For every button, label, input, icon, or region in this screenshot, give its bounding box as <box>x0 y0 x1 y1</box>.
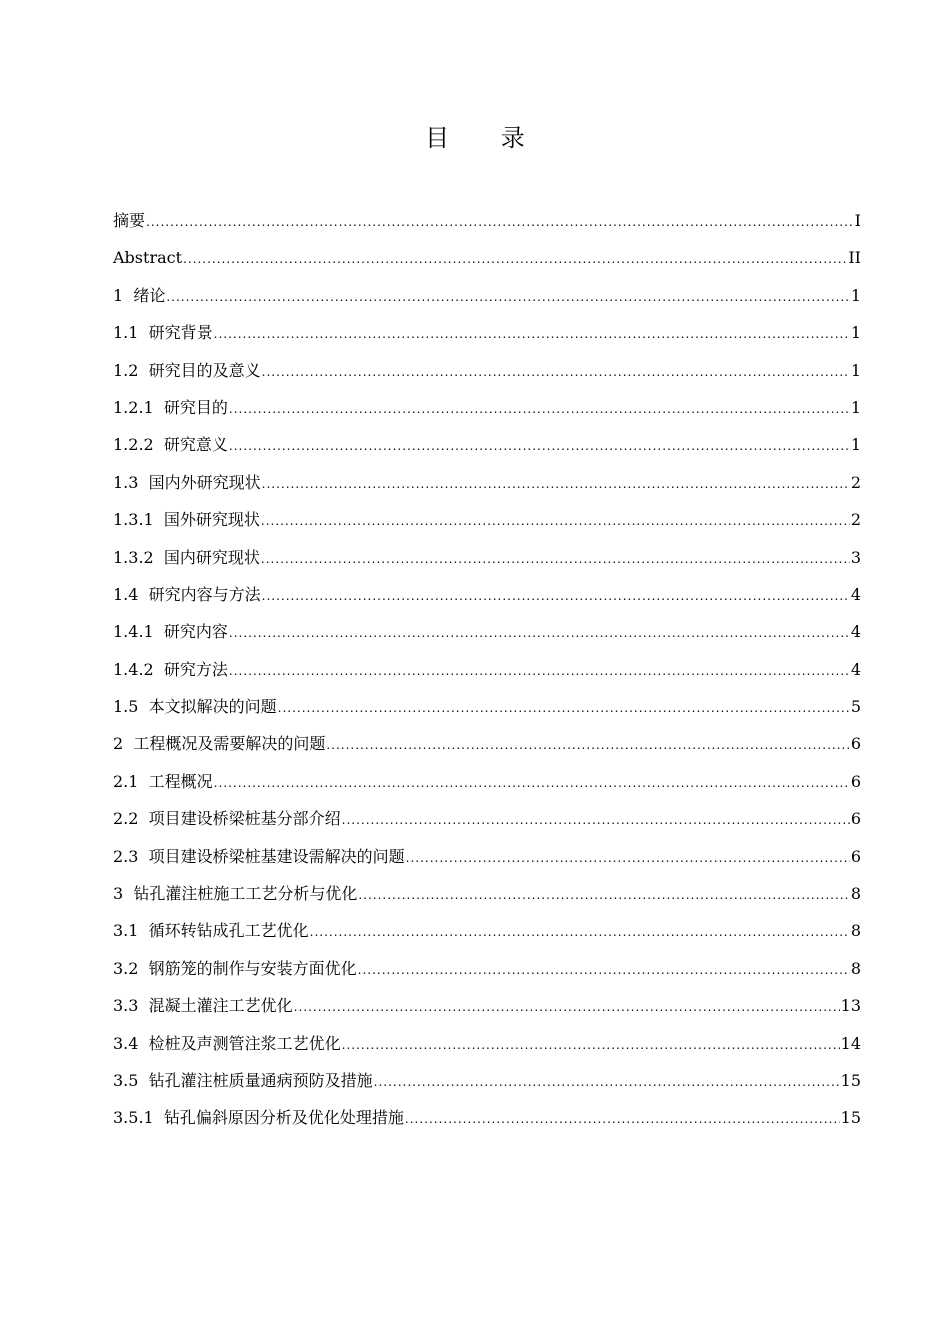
toc-entry-page-number: 4 <box>850 584 861 604</box>
toc-entry[interactable] <box>113 277 861 314</box>
toc-entry[interactable] <box>113 950 861 987</box>
toc-dot-leader <box>262 354 850 391</box>
toc-dot-leader <box>310 914 850 951</box>
toc-entry-label: 1.4.2 研究方法 <box>113 659 228 679</box>
toc-dot-leader <box>358 952 850 989</box>
toc-entry-page-number: 1 <box>850 285 861 305</box>
toc-entry-page-number: 2 <box>850 510 861 530</box>
toc-entry[interactable] <box>113 651 861 688</box>
toc-dot-leader <box>261 541 850 578</box>
toc-dot-leader <box>405 1101 840 1138</box>
toc-entry-label: 2.3 项目建设桥梁桩基建设需解决的问题 <box>113 846 405 866</box>
toc-dot-leader <box>406 840 850 877</box>
toc-dot-leader <box>146 204 854 241</box>
toc-dot-leader <box>262 578 850 615</box>
toc-entry-page-number: 1 <box>850 435 861 455</box>
toc-entry-page-number: 8 <box>850 884 861 904</box>
toc-entry[interactable] <box>113 987 861 1024</box>
toc-entry-label: 1.3.1 国外研究现状 <box>113 510 260 530</box>
toc-entry[interactable] <box>113 688 861 725</box>
toc-entry[interactable] <box>113 763 861 800</box>
toc-entry[interactable] <box>113 725 861 762</box>
toc-dot-leader <box>214 316 850 353</box>
toc-entry[interactable] <box>113 389 861 426</box>
table-of-contents <box>113 202 861 1137</box>
toc-entry-label: Abstract <box>113 248 183 268</box>
toc-entry-page-number: 6 <box>850 846 861 866</box>
toc-dot-leader <box>358 877 849 914</box>
toc-entry[interactable] <box>113 800 861 837</box>
toc-entry-label: 1.4 研究内容与方法 <box>113 584 261 604</box>
toc-entry-page-number: 5 <box>850 697 861 717</box>
toc-dot-leader <box>342 802 850 839</box>
toc-entry-page-number: 1 <box>850 323 861 343</box>
toc-entry-page-number: 4 <box>850 622 861 642</box>
toc-entry-page-number: 4 <box>850 659 861 679</box>
toc-entry-page-number: 15 <box>840 1070 861 1090</box>
toc-entry[interactable] <box>113 613 861 650</box>
toc-entry-label: 2.1 工程概况 <box>113 771 213 791</box>
toc-entry-page-number: 3 <box>850 547 861 567</box>
toc-dot-leader <box>183 241 847 278</box>
toc-entry-label: 1.3 国内外研究现状 <box>113 472 261 492</box>
toc-entry-label: 1.4.1 研究内容 <box>113 622 228 642</box>
toc-entry-page-number: 15 <box>840 1108 861 1128</box>
toc-entry-page-number: 6 <box>850 809 861 829</box>
toc-entry[interactable] <box>113 239 861 276</box>
toc-entry-page-number: II <box>848 248 861 268</box>
toc-entry-page-number: 14 <box>840 1033 861 1053</box>
toc-entry-page-number: 13 <box>840 996 861 1016</box>
toc-dot-leader <box>229 391 850 428</box>
toc-dot-leader <box>214 765 850 802</box>
toc-entry-label: 2 工程概况及需要解决的问题 <box>113 734 326 754</box>
toc-entry-label: 1.5 本文拟解决的问题 <box>113 697 277 717</box>
toc-entry-label: 1.2.2 研究意义 <box>113 435 228 455</box>
toc-entry-label: 1.2.1 研究目的 <box>113 397 228 417</box>
toc-entry[interactable] <box>113 314 861 351</box>
toc-entry[interactable] <box>113 912 861 949</box>
toc-entry[interactable] <box>113 501 861 538</box>
toc-dot-leader <box>229 653 850 690</box>
toc-entry[interactable] <box>113 539 861 576</box>
toc-entry[interactable] <box>113 875 861 912</box>
toc-entry[interactable] <box>113 202 861 239</box>
toc-dot-leader <box>262 466 850 503</box>
toc-dot-leader <box>374 1064 840 1101</box>
toc-entry[interactable] <box>113 1025 861 1062</box>
toc-dot-leader <box>278 690 850 727</box>
toc-entry-label: 摘要 <box>113 211 146 230</box>
toc-entry[interactable] <box>113 352 861 389</box>
toc-entry-page-number: 8 <box>850 921 861 941</box>
toc-dot-leader <box>261 503 850 540</box>
toc-title: 目 录 <box>425 124 547 152</box>
toc-entry[interactable] <box>113 426 861 463</box>
toc-entry-label: 3.4 检桩及声测管注浆工艺优化 <box>113 1033 341 1053</box>
toc-entry-page-number: 2 <box>850 472 861 492</box>
toc-entry-label: 1 绪论 <box>113 285 166 305</box>
toc-entry[interactable] <box>113 838 861 875</box>
toc-entry[interactable] <box>113 464 861 501</box>
toc-entry-label: 3.3 混凝土灌注工艺优化 <box>113 996 293 1016</box>
toc-dot-leader <box>294 989 840 1026</box>
toc-entry-label: 3.2 钢筋笼的制作与安装方面优化 <box>113 958 357 978</box>
toc-entry[interactable] <box>113 1099 861 1136</box>
toc-entry-label: 1.3.2 国内研究现状 <box>113 547 260 567</box>
toc-entry-label: 3 钻孔灌注桩施工工艺分析与优化 <box>113 884 358 904</box>
toc-entry-page-number: 6 <box>850 734 861 754</box>
toc-dot-leader <box>342 1027 840 1064</box>
toc-entry-page-number: 1 <box>850 397 861 417</box>
toc-entry-label: 3.5 钻孔灌注桩质量通病预防及措施 <box>113 1070 373 1090</box>
toc-entry-page-number: I <box>854 211 861 230</box>
toc-dot-leader <box>166 279 849 316</box>
toc-entry-label: 2.2 项目建设桥梁桩基分部介绍 <box>113 809 341 829</box>
toc-entry[interactable] <box>113 1062 861 1099</box>
toc-entry-label: 3.1 循环转钻成孔工艺优化 <box>113 921 309 941</box>
toc-entry-page-number: 8 <box>850 958 861 978</box>
toc-dot-leader <box>229 615 850 652</box>
toc-dot-leader <box>326 727 849 764</box>
toc-entry-label: 1.1 研究背景 <box>113 323 213 343</box>
toc-dot-leader <box>229 428 850 465</box>
toc-entry-page-number: 1 <box>850 360 861 380</box>
toc-entry-label: 1.2 研究目的及意义 <box>113 360 261 380</box>
toc-entry[interactable] <box>113 576 861 613</box>
toc-entry-label: 3.5.1 钻孔偏斜原因分析及优化处理措施 <box>113 1108 404 1128</box>
toc-entry-page-number: 6 <box>850 771 861 791</box>
